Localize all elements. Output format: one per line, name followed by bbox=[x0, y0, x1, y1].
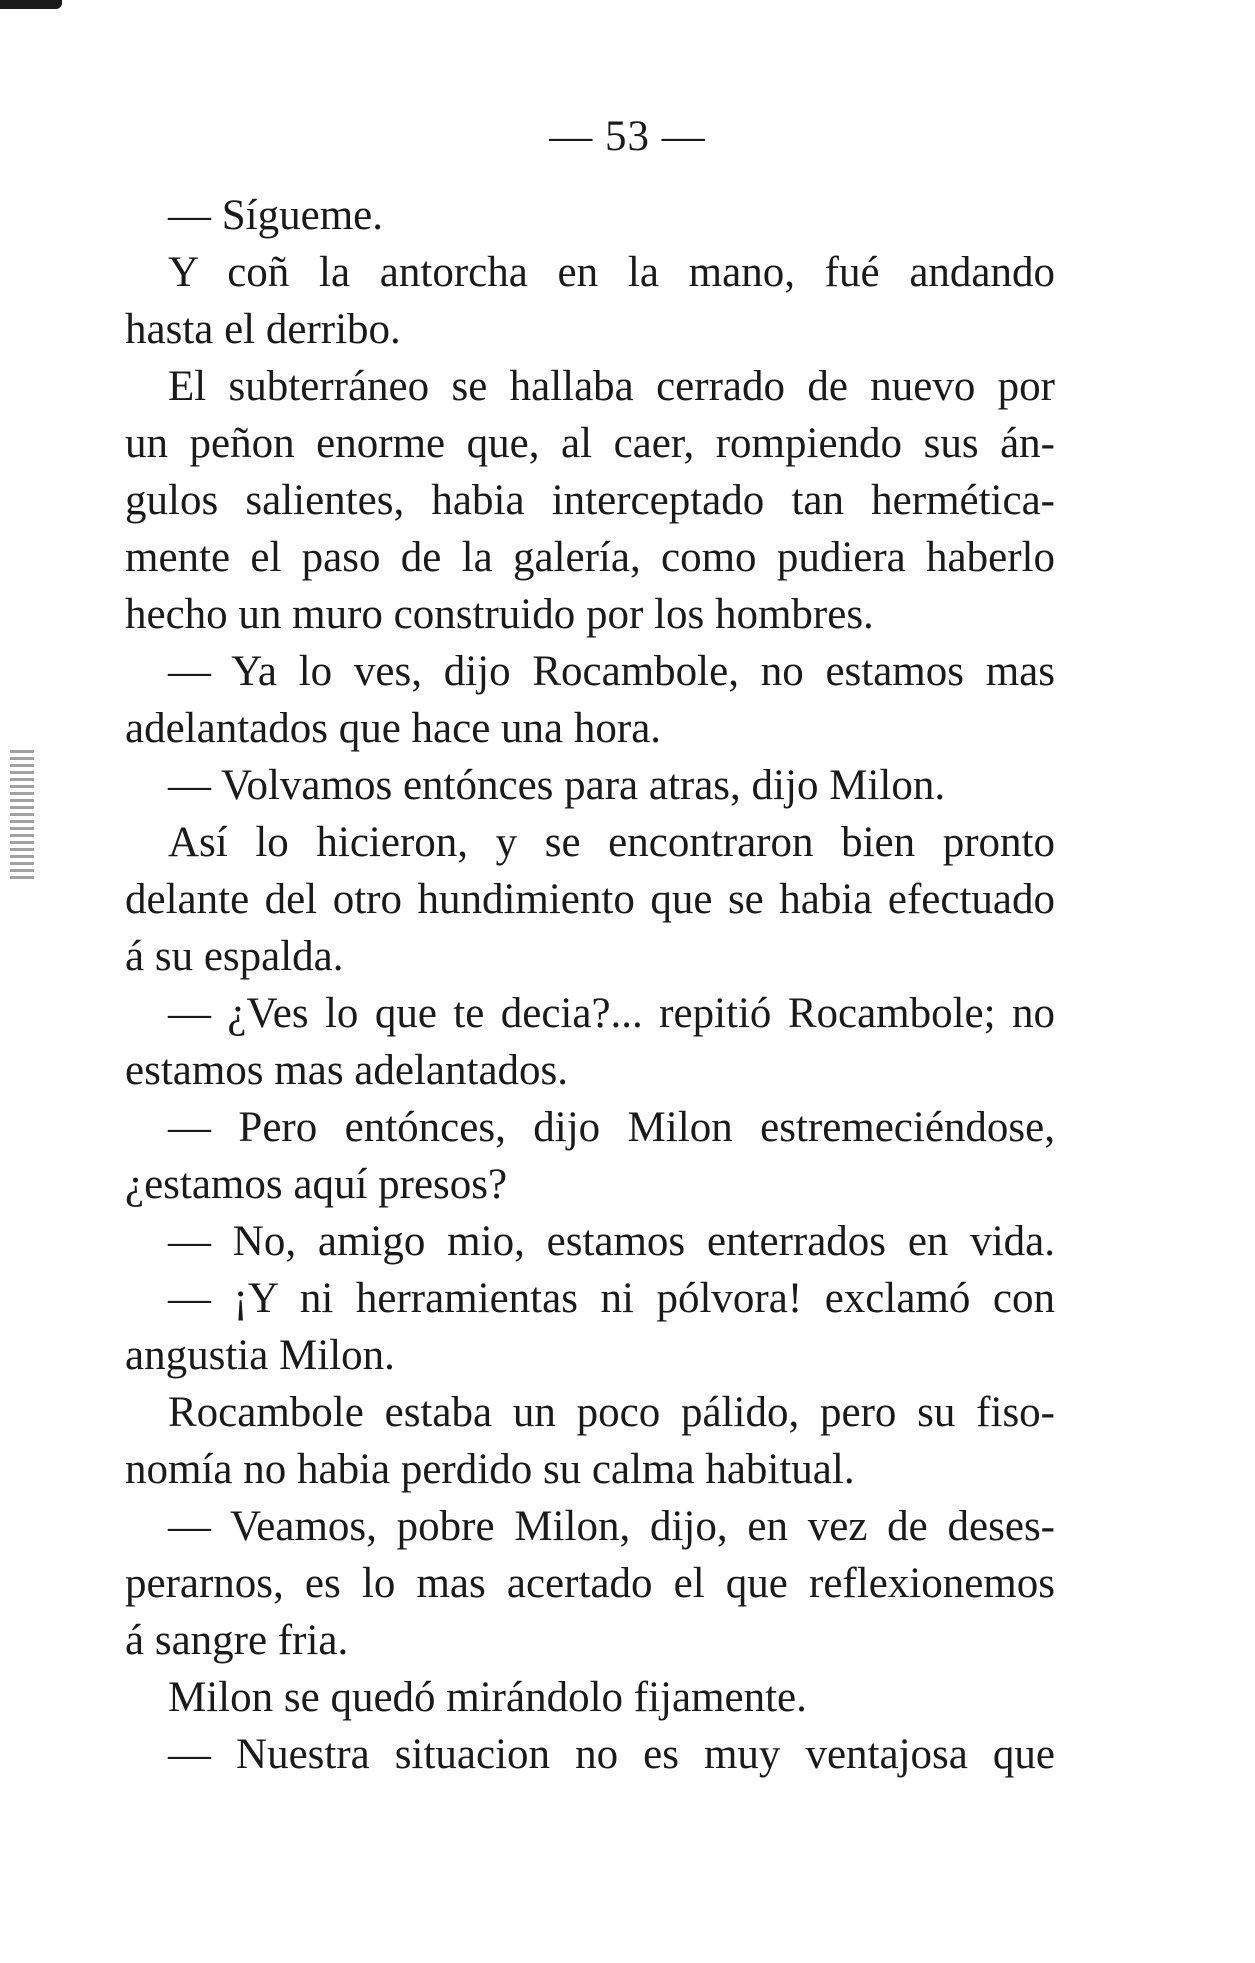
text-line: Y coñ la antorcha en la mano, fué andando bbox=[168, 249, 1055, 296]
text-line: á sangre fria. bbox=[125, 1617, 349, 1664]
text-line: estamos mas adelantados. bbox=[125, 1047, 569, 1094]
text-line: gulos salientes, habia interceptado tan hermética- bbox=[125, 477, 1055, 524]
text-line: Así lo hicieron, y se encontraron bien pronto bbox=[168, 819, 1055, 866]
text-line: angustia Milon. bbox=[125, 1332, 395, 1379]
page-number: — 53 — bbox=[549, 113, 706, 160]
text-line: mente el paso de la galería, como pudiera haberlo bbox=[125, 534, 1055, 581]
text-line: El subterráneo se hallaba cerrado de nuevo por bbox=[168, 363, 1055, 410]
text-line: adelantados que hace una hora. bbox=[125, 705, 662, 752]
text-line: perarnos, es lo mas acertado el que reflexionemos bbox=[125, 1560, 1055, 1607]
text-line: un peñon enorme que, al caer, rompiendo sus án- bbox=[125, 420, 1055, 467]
text-line: — Ya lo ves, dijo Rocambole, no estamos mas bbox=[168, 648, 1055, 695]
text-line: — Sígueme. bbox=[168, 192, 383, 239]
body-text bbox=[125, 187, 1055, 1783]
text-line: hasta el derribo. bbox=[125, 306, 401, 353]
text-line: — Nuestra situacion no es muy ventajosa que bbox=[168, 1731, 1055, 1778]
text-line: — Volvamos entónces para atras, dijo Milon. bbox=[168, 762, 946, 809]
text-line: hecho un muro construido por los hombres. bbox=[125, 591, 874, 638]
scan-edge-mark bbox=[10, 750, 34, 880]
text-line: á su espalda. bbox=[125, 933, 344, 980]
text-line: delante del otro hundimiento que se habia efectuado bbox=[125, 876, 1055, 923]
text-line: Rocambole estaba un poco pálido, pero su fiso- bbox=[168, 1389, 1055, 1436]
text-line: ¿estamos aquí presos? bbox=[125, 1161, 508, 1208]
text-line: — Pero entónces, dijo Milon estremeciéndose, bbox=[168, 1104, 1055, 1151]
text-line: Milon se quedó mirándolo fijamente. bbox=[168, 1674, 807, 1721]
text-line: — ¡Y ni herramientas ni pólvora! exclamó con bbox=[168, 1275, 1055, 1322]
scan-corner-mark bbox=[0, 0, 62, 9]
text-line: — Veamos, pobre Milon, dijo, en vez de deses- bbox=[168, 1503, 1055, 1550]
text-line: — No, amigo mio, estamos enterrados en vida. bbox=[168, 1218, 1055, 1265]
text-line: nomía no habia perdido su calma habitual. bbox=[125, 1446, 855, 1493]
text-line: — ¿Ves lo que te decia?... repitió Rocambole; no bbox=[168, 990, 1055, 1037]
